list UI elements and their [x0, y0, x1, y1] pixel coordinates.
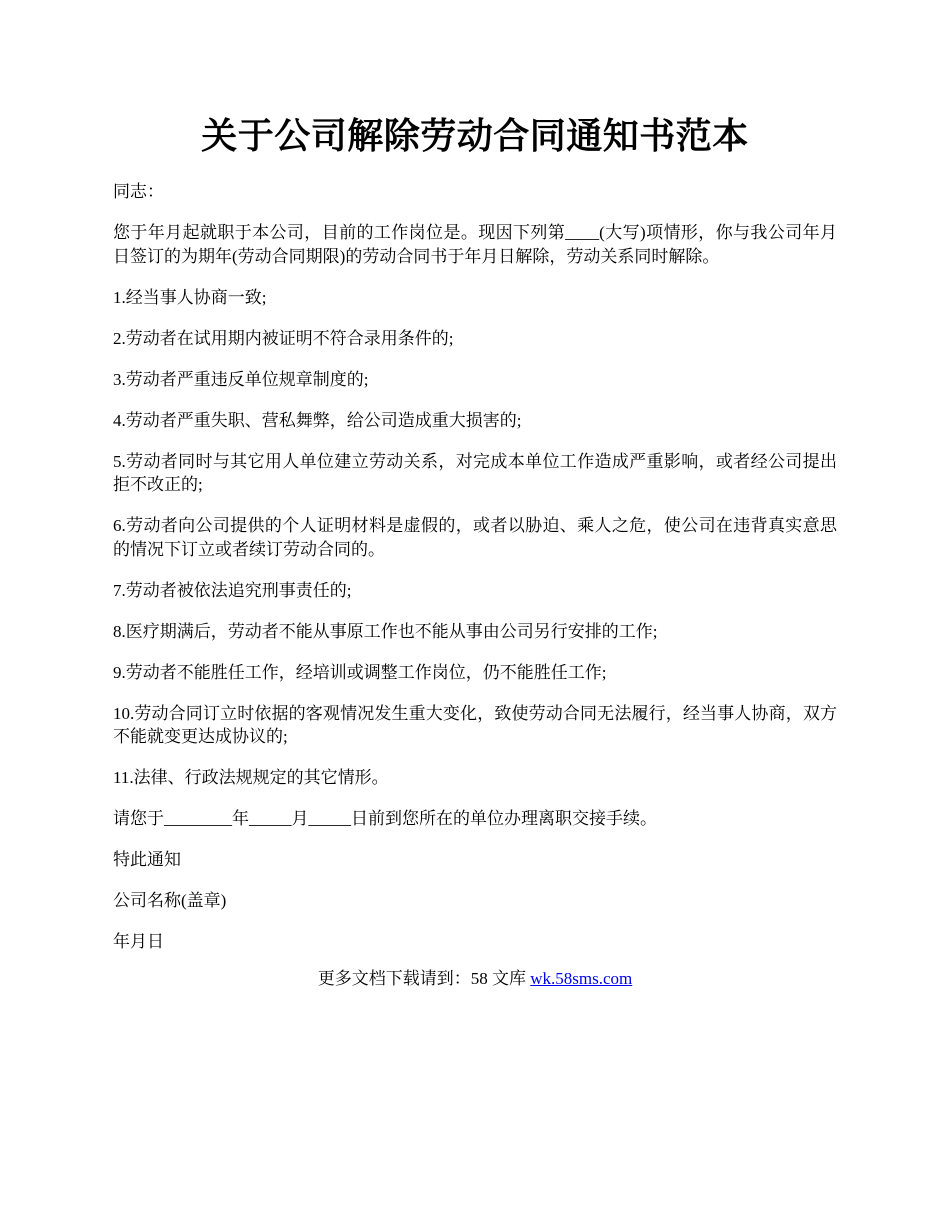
- list-item: 3.劳动者严重违反单位规章制度的;: [113, 369, 369, 389]
- list-item: 6.劳动者向公司提供的个人证明材料是虚假的，或者以胁迫、乘人之危，使公司在违背真实意思的情况下订立或者续订劳动合同的。: [113, 516, 837, 559]
- list-item: 8.医疗期满后，劳动者不能从事原工作也不能从事由公司另行安排的工作;: [113, 621, 658, 641]
- intro-paragraph: 您于年月起就职于本公司，目前的工作岗位是。现因下列第____(大写)项情形，你与我公司年月日签订的为期年(劳动合同期限)的劳动合同书于年月日解除，劳动关系同时解除。: [113, 223, 837, 266]
- footer-text: 更多文档下载请到：58 文库: [317, 969, 531, 988]
- list-item: 7.劳动者被依法追究刑事责任的;: [113, 580, 352, 600]
- company-signature: 公司名称(盖章): [113, 891, 227, 910]
- notice-line: 特此通知: [113, 850, 181, 869]
- salutation: 同志：: [113, 182, 164, 201]
- list-item: 9.劳动者不能胜任工作，经培训或调整工作岗位，仍不能胜任工作;: [113, 662, 607, 682]
- list-item: 10.劳动合同订立时依据的客观情况发生重大变化，致使劳动合同无法履行，经当事人协商，双方不能就变更达成协议的;: [113, 703, 837, 746]
- list-item: 4.劳动者严重失职、营私舞弊，给公司造成重大损害的;: [113, 410, 522, 430]
- document-title: 关于公司解除劳动合同通知书范本: [201, 116, 749, 156]
- date-line: 年月日: [113, 932, 164, 951]
- download-footer: [0, 967, 950, 991]
- list-item: 5.劳动者同时与其它用人单位建立劳动关系，对完成本单位工作造成严重影响，或者经公司提出拒不改正的;: [113, 451, 837, 494]
- list-item: 1.经当事人协商一致;: [113, 287, 267, 307]
- list-item: 11.法律、行政法规规定的其它情形。: [113, 768, 389, 787]
- footer-link[interactable]: wk.58sms.com: [530, 969, 633, 988]
- handover-paragraph: 请您于________年_____月_____日前到您所在的单位办理离职交接手续。: [113, 809, 657, 828]
- document-body: [113, 180, 837, 971]
- list-item: 2.劳动者在试用期内被证明不符合录用条件的;: [113, 328, 454, 348]
